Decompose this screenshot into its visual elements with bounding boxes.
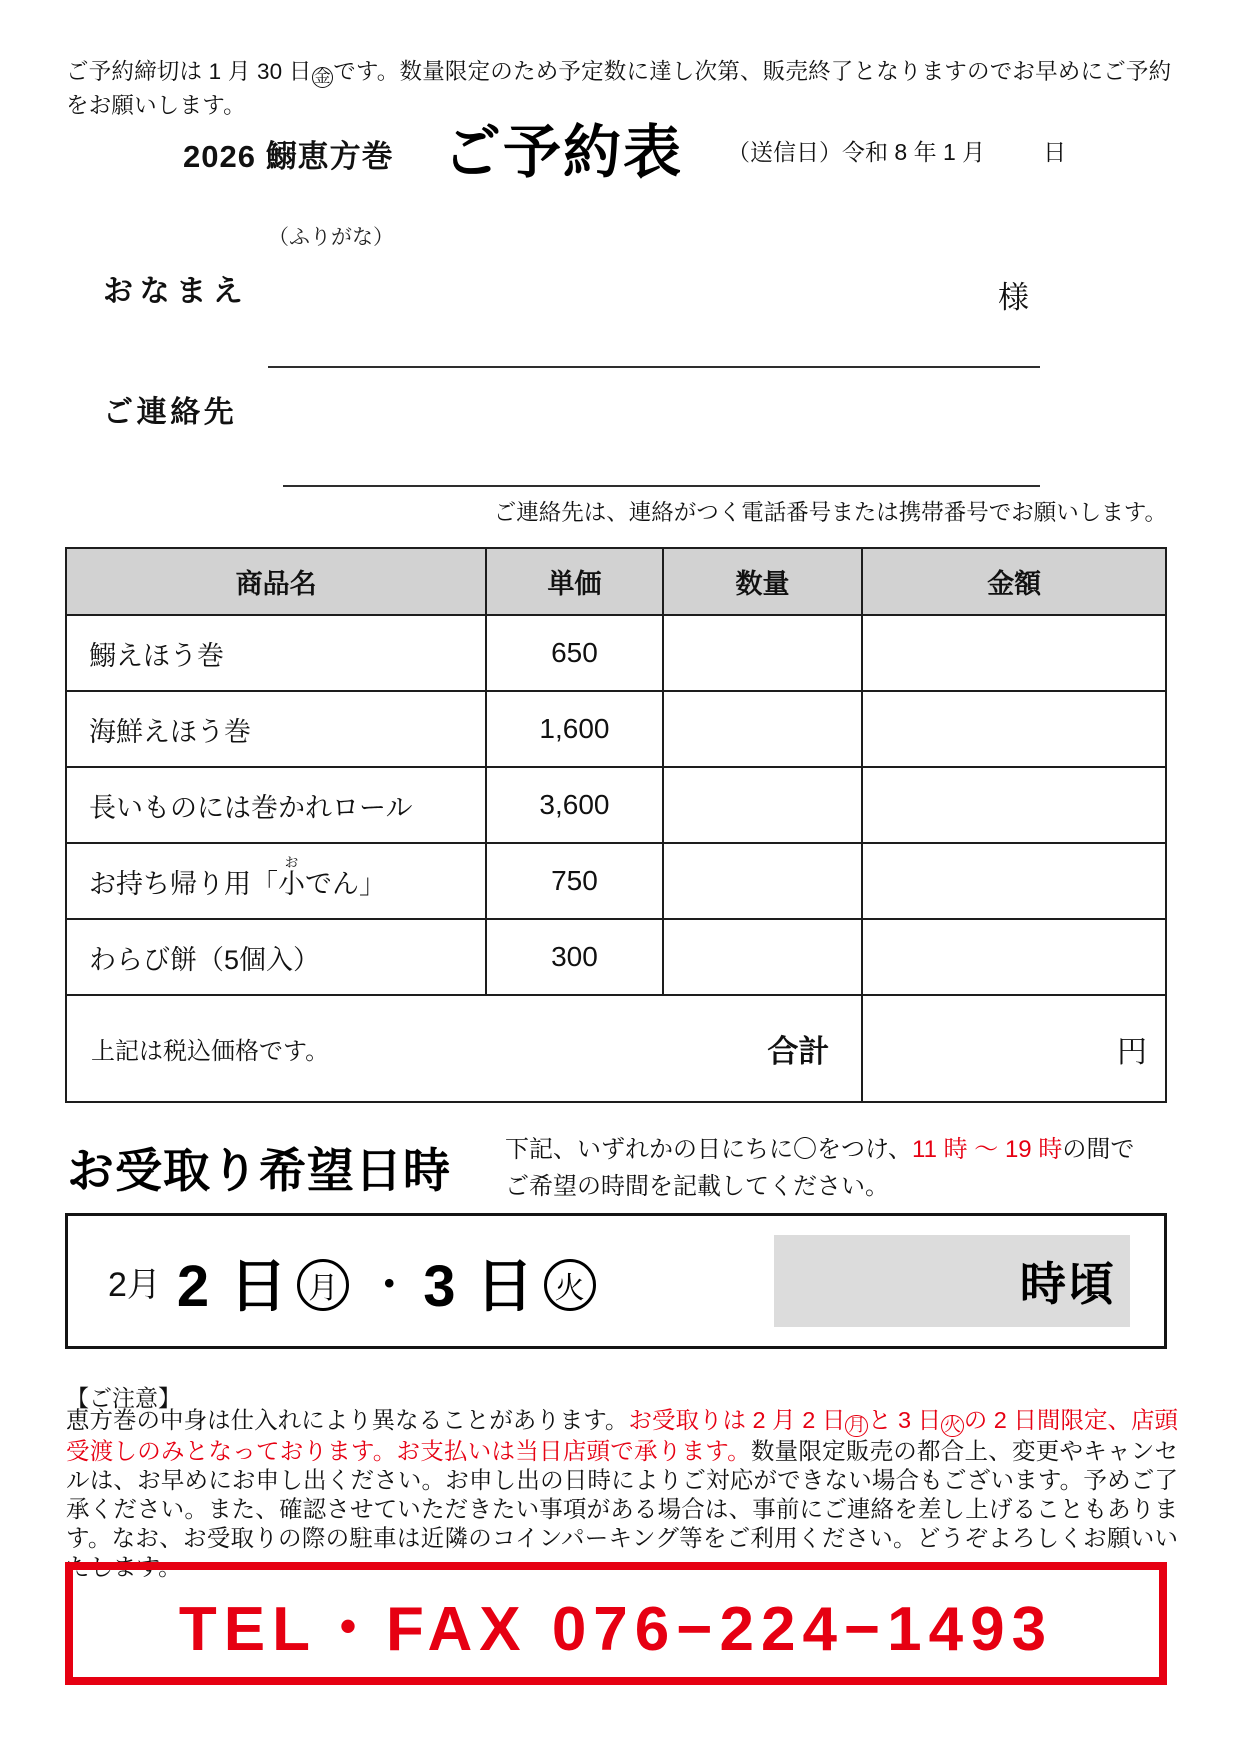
product-price: 650 — [486, 615, 663, 691]
circled-friday-icon: 金 — [312, 67, 334, 89]
contact-note: ご連絡先は、連絡がつく電話番号または携帯番号でお願いします。 — [493, 500, 1167, 525]
time-input-box[interactable] — [774, 1235, 1130, 1327]
amount-cell[interactable] — [862, 767, 1166, 843]
notes-black-1: 恵方巻の中身は仕入れにより異なることがあります。 — [66, 1407, 629, 1433]
quantity-cell[interactable] — [663, 919, 863, 995]
contact-label: ご連絡先 — [103, 396, 238, 429]
pickup-hours-red: 11 時 〜 19 時 — [912, 1136, 1063, 1163]
sent-date-suffix: 日 — [1043, 139, 1067, 165]
notes-body — [66, 1406, 1178, 1582]
deadline-notice-after: です。数量限定のため予定数に達し次第、販売終了となりますのでお早めにご予約をお願いします。 — [66, 59, 1172, 119]
header-amount: 金額 — [862, 548, 1166, 615]
product-name-prefix: お持ち帰り用「 — [89, 868, 278, 899]
total-label: 合計 — [767, 1034, 830, 1069]
deadline-notice-before: ご予約締切は 1 月 30 日 — [66, 59, 312, 84]
header-quantity: 数量 — [663, 548, 863, 615]
notes-heading: 【ご注意】 — [66, 1385, 181, 1411]
notes-red-after: の 2 日間限定、店頭受渡しのみとなっております。お支払いは当日店頭で承ります。 — [66, 1407, 1178, 1465]
table-row — [66, 691, 1166, 767]
sent-date-label — [727, 134, 1066, 167]
pickup-instruction — [505, 1131, 1145, 1205]
pickup-line1-before: 下記、いずれかの日にちに〇をつけ、 — [505, 1136, 913, 1163]
quantity-cell[interactable] — [663, 767, 863, 843]
pickup-line2: ご希望の時間を記載してください。 — [505, 1173, 889, 1200]
contact-input-line[interactable] — [283, 485, 1040, 487]
product-name-ruby — [278, 854, 305, 901]
quantity-cell[interactable] — [663, 615, 863, 691]
honorific-label: 様 — [998, 280, 1029, 315]
table-footer-row — [66, 995, 1166, 1102]
pickup-heading: お受取り希望日時 — [67, 1144, 451, 1197]
amount-cell[interactable] — [862, 691, 1166, 767]
circled-tuesday-icon: 火 — [941, 1415, 964, 1438]
product-year-label: 2026 鰯恵方巻 — [183, 139, 394, 174]
product-price: 750 — [486, 843, 663, 919]
product-name — [66, 843, 486, 919]
quantity-cell[interactable] — [663, 691, 863, 767]
circled-tuesday-icon: 火 — [544, 1259, 596, 1311]
table-row — [66, 615, 1166, 691]
product-name: 海鮮えほう巻 — [66, 691, 486, 767]
separator-dot: ・ — [369, 1262, 410, 1307]
table-row — [66, 919, 1166, 995]
page-title: ご予約表 — [443, 120, 684, 185]
product-name: 長いものには巻かれロール — [66, 767, 486, 843]
tel-fax-box — [65, 1562, 1167, 1685]
product-name-suffix: でん」 — [305, 868, 386, 899]
ruby-base: 小 — [278, 868, 305, 899]
amount-cell[interactable] — [862, 843, 1166, 919]
notes-red-mid: と 3 日 — [867, 1407, 942, 1433]
month-label: 2月 — [108, 1265, 161, 1304]
amount-cell[interactable] — [862, 919, 1166, 995]
tel-fax-number: TEL・FAX 076−224−1493 — [178, 1595, 1054, 1664]
sent-date-prefix: （送信日）令和 8 年 1 月 — [727, 139, 986, 165]
footer-left-cell — [66, 995, 862, 1102]
table-row — [66, 843, 1166, 919]
product-price: 300 — [486, 919, 663, 995]
total-amount-cell[interactable]: 円 — [862, 995, 1166, 1102]
furigana-label: （ふりがな） — [268, 226, 394, 249]
header-product-name: 商品名 — [66, 548, 486, 615]
day-3-label[interactable]: 3 日 — [423, 1254, 536, 1319]
name-input-line[interactable] — [268, 366, 1040, 368]
day-2-label[interactable]: 2 日 — [176, 1254, 290, 1319]
ruby-furigana: お — [284, 854, 299, 870]
table-row — [66, 767, 1166, 843]
products-table — [65, 547, 1167, 1103]
pickup-line1-after: の間で — [1062, 1136, 1135, 1163]
name-label: おなまえ — [103, 275, 250, 308]
product-name: 鰯えほう巻 — [66, 615, 486, 691]
product-name: わらび餅（5個入） — [66, 919, 486, 995]
amount-cell[interactable] — [862, 615, 1166, 691]
notes-black-2: 数量限定販売の都合上、変更やキャンセルは、お早めにお申し出ください。お申し出の日時によりご対応ができない場合もございます。予めご了承ください。また、確認させていただきたい事項がある場合は、事前にご連絡を差し上げることもあります。なお、お受取りの際の駐車は近隣のコインパーキング等をご利用ください。どうぞよろしくお願いいたします。 — [66, 1438, 1179, 1581]
tax-note: 上記は税込価格です。 — [91, 1038, 330, 1065]
header-unit-price: 単価 — [486, 548, 663, 615]
circled-monday-icon: 月 — [297, 1259, 349, 1311]
time-suffix-label: 時頃 — [1020, 1258, 1116, 1310]
table-header-row — [66, 548, 1166, 615]
pickup-date-box — [65, 1213, 1167, 1349]
product-price: 1,600 — [486, 691, 663, 767]
notes-red-before: お受取りは 2 月 2 日 — [628, 1407, 846, 1433]
product-price: 3,600 — [486, 767, 663, 843]
quantity-cell[interactable] — [663, 843, 863, 919]
circled-monday-icon: 月 — [845, 1415, 868, 1438]
